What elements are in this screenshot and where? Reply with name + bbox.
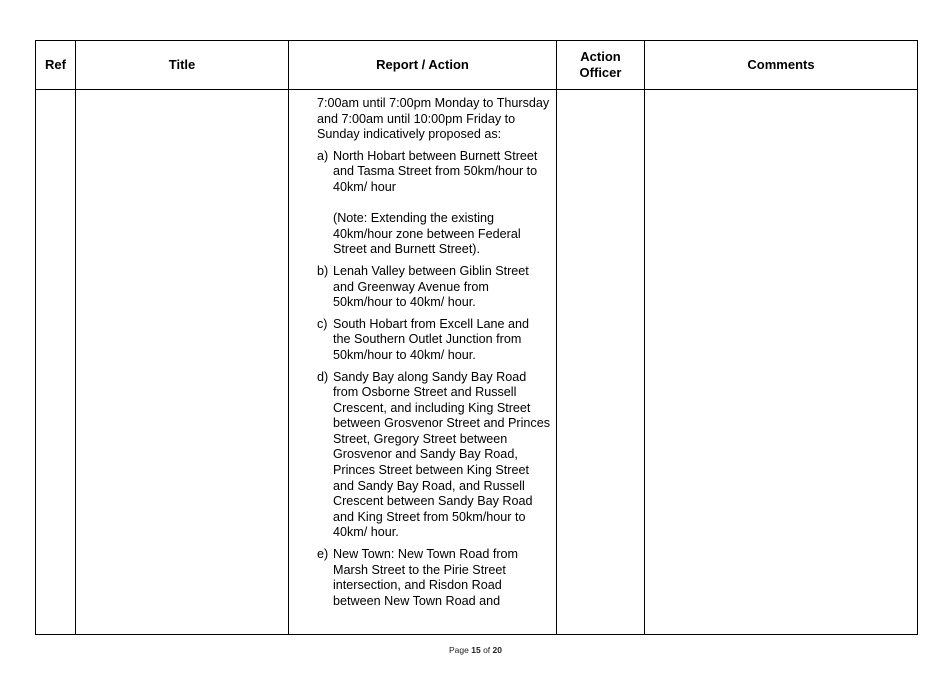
- list-item: [317, 370, 550, 542]
- item-text: South Hobart from Excell Lane and the Southern Outlet Junction from 50km/hour to 40km/ hour.: [333, 316, 530, 362]
- item-text: North Hobart between Burnett Street and Tasma Street from 50km/hour to 40km/ hour: [333, 148, 538, 194]
- item-text: Lenah Valley between Giblin Street and Greenway Avenue from 50km/hour to 40km/ hour.: [333, 263, 529, 310]
- item-text: New Town: New Town Road from Marsh Street to the Pirie Street intersection, and Risdon Road between New Town Road and: [333, 547, 519, 608]
- list-item: [317, 547, 550, 609]
- item-letter: e): [317, 547, 329, 562]
- list-item: [317, 317, 550, 364]
- of-label: of: [483, 645, 491, 655]
- item-letter: a): [317, 148, 329, 163]
- cell-report-action: [289, 90, 557, 635]
- cell-comments: [645, 90, 918, 635]
- page-label: Page: [448, 645, 469, 655]
- header-ref: Ref: [36, 41, 76, 90]
- header-title: Title: [76, 41, 289, 90]
- list-item: [317, 264, 550, 311]
- item-letter: b): [317, 263, 329, 278]
- header-comments: Comments: [645, 41, 918, 90]
- cell-action-officer: [557, 90, 645, 635]
- total-pages: 20: [492, 645, 502, 655]
- header-action-officer-line2: Officer: [579, 65, 622, 80]
- list-item: [317, 149, 550, 258]
- report-table: [35, 40, 918, 635]
- page-footer: [0, 645, 951, 655]
- item-note: (Note: Extending the existing 40km/hour zone between Federal Street and Burnett Street).: [333, 211, 521, 257]
- cell-title: [76, 90, 289, 635]
- header-report-action: Report / Action: [289, 41, 557, 90]
- table-header-row: [36, 41, 918, 90]
- item-letter: d): [317, 369, 329, 384]
- cell-ref: [36, 90, 76, 635]
- item-text: Sandy Bay along Sandy Bay Road from Osborne Street and Russell Crescent, and including King Street between Grosvenor Street and Princes Street, Gregory Street between Grosvenor and Sandy Bay Road, Princes Street between King Street and Sandy Bay Road, and Russell Crescent between Sandy Bay Road and King Street from 50km/hour to 40km/ hour.: [333, 369, 551, 540]
- page-number: 15: [471, 645, 481, 655]
- table-row: [36, 90, 918, 635]
- header-action-officer-line1: Action: [580, 49, 621, 64]
- item-letter: c): [317, 316, 328, 331]
- header-action-officer: [557, 41, 645, 90]
- report-action-intro: 7:00am until 7:00pm Monday to Thursday and 7:00am until 10:00pm Friday to Sunday indicatively proposed as:: [317, 96, 550, 142]
